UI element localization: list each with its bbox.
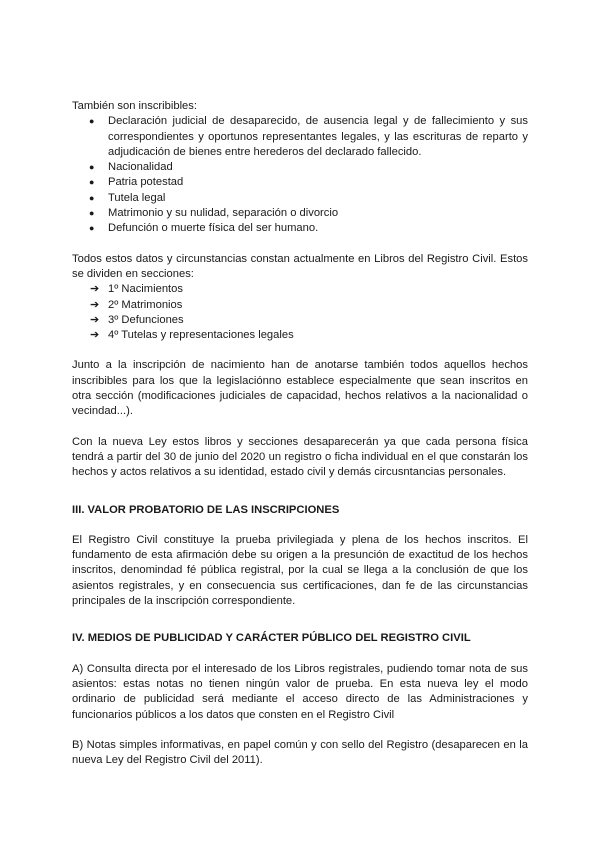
- list-item: ● Defunción o muerte física del ser humano.: [72, 221, 528, 236]
- document-page: [72, 99, 528, 768]
- arrow-icon: ➔: [90, 329, 100, 342]
- arrow-icon: ➔: [90, 298, 100, 311]
- nueva-ley-paragraph: Con la nueva Ley estos libros y secciones desaparecerán ya que cada persona física tendrá a partir del 30 de junio del 2020 un registro o ficha individual en el que constarán los hechos y actos relativos a su identidad, estado civil y demás circusntancias personales.: [72, 435, 528, 479]
- arrow-icon: ➔: [90, 283, 100, 296]
- section-heading-4: IV. MEDIOS DE PUBLICIDAD Y CARÁCTER PÚBLICO DEL REGISTRO CIVIL: [72, 632, 471, 645]
- medio-a-paragraph: A) Consulta directa por el interesado de los Libros registrales, pudiendo tomar nota de sus asientos: estas notas no tienen ningún valor de prueba. En esta nueva ley el modo ordinario de publicidad será mediante el acceso directo de las Administraciones y funcionarios públicos a los datos que consten en el Registro Civil: [72, 662, 528, 721]
- list-item: ● Patria potestad: [72, 175, 528, 190]
- bullet-icon: ●: [89, 223, 95, 234]
- bullet-icon: ●: [89, 162, 95, 173]
- inscribibles-list: [72, 114, 528, 236]
- arrow-icon: ➔: [90, 313, 100, 326]
- nacimiento-paragraph: Junto a la inscripción de nacimiento han de anotarse también todos aquellos hechos inscribibles para los que la legislaciónno establece especialmente que sean inscritos en otra sección (modificaciones judiciales de capacidad, hechos relativos a la nacionalidad o vecindad...).: [72, 359, 528, 418]
- list-item: ● Matrimonio y su nulidad, separación o divorcio: [72, 206, 528, 221]
- list-item: ➔ 2º Matrimonios: [72, 298, 528, 313]
- list-item: ● Nacionalidad: [72, 160, 528, 175]
- medio-b-paragraph: B) Notas simples informativas, en papel común y con sello del Registro (desaparecen en la nueva Ley del Registro Civil del 2011).: [72, 738, 528, 767]
- section-heading-3: III. VALOR PROBATORIO DE LAS INSCRIPCIONES: [72, 503, 340, 516]
- list-item: ➔ 3º Defunciones: [72, 313, 528, 328]
- bullet-icon: ●: [89, 192, 95, 203]
- secciones-paragraph: Todos estos datos y circunstancias constan actualmente en Libros del Registro Civil. Estos se dividen en secciones:: [72, 252, 528, 280]
- list-item: ➔ 1º Nacimientos: [72, 282, 528, 297]
- list-item: ● Declaración judicial de desaparecido, de ausencia legal y de fallecimiento y sus correspondientes y oportunos representantes legales, y las escrituras de reparto y adjudicación de bienes entre herederos del declarado fallecido.: [89, 115, 528, 158]
- valor-paragraph: El Registro Civil constituye la prueba privilegiada y plena de los hechos inscritos. El fundamento de esta afirmación debe su origen a la presunción de exactitud de los hechos inscritos, denomindad fé pública registral, por la cual se llega a la conclusión de que los asientos registrales, y en consecuencia sus certificaciones, dan fe de las circunstancias principales de la inscripción correspondiente.: [72, 533, 528, 608]
- list-item: ➔ 4º Tutelas y representaciones legales: [72, 328, 528, 343]
- list-item: ● Tutela legal: [72, 191, 528, 206]
- bullet-icon: ●: [89, 208, 95, 219]
- intro-text: También son inscribibles:: [72, 100, 197, 112]
- secciones-list: [72, 282, 528, 343]
- bullet-icon: ●: [89, 177, 95, 188]
- bullet-icon: ●: [89, 116, 95, 127]
